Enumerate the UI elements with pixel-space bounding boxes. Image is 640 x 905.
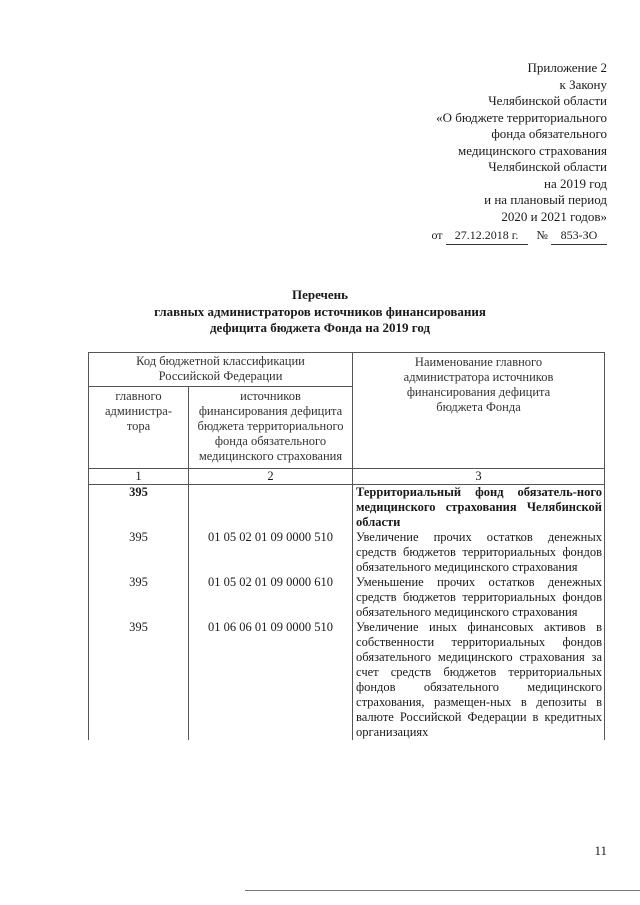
bottom-divider xyxy=(245,890,640,891)
appendix-line: Приложение 2 xyxy=(527,60,607,75)
law-date: 27.12.2018 г. xyxy=(446,227,528,245)
appendix-line: Челябинской области xyxy=(488,159,607,174)
admin-code-cell: 395 xyxy=(89,530,189,575)
appendix-line: Челябинской области xyxy=(488,93,607,108)
table-row xyxy=(89,530,605,575)
table-row xyxy=(89,575,605,620)
source-code-cell: 01 05 02 01 09 0000 510 xyxy=(189,530,353,575)
column-number: 1 xyxy=(89,469,189,485)
column-number: 3 xyxy=(353,469,605,485)
header-source-code: источников финансирования дефицита бюджета территориального фонда обязательного медицинского страхования xyxy=(189,387,353,469)
header-code-group: Код бюджетной классификации Российской Федерации xyxy=(89,353,353,387)
title-line: дефицита бюджета Фонда на 2019 год xyxy=(209,320,431,335)
appendix-line: 2020 и 2021 годов» xyxy=(501,208,607,224)
column-number: 2 xyxy=(189,469,353,485)
page-number: 11 xyxy=(594,843,607,858)
appendix-line: медицинского страхования xyxy=(458,142,607,158)
appendix-line: к Закону xyxy=(559,76,607,92)
appendix-line: «О бюджете территориального xyxy=(436,109,607,125)
document-title xyxy=(0,287,640,337)
appendix-line: фонда обязательного xyxy=(491,126,607,141)
administrators-table xyxy=(88,352,605,740)
law-number: 853-ЗО xyxy=(551,227,607,245)
admin-code-cell: 395 xyxy=(89,620,189,740)
admin-name-cell: Уменьшение прочих остатков денежных средств бюджетов территориальных фондов обязательного медицинского страхования xyxy=(353,575,605,620)
number-label: № xyxy=(536,228,548,242)
source-code-cell: 01 05 02 01 09 0000 610 xyxy=(189,575,353,620)
header-admin-code: главного администра-тора xyxy=(89,387,189,469)
admin-code-cell: 395 xyxy=(89,485,189,531)
from-label: от xyxy=(431,228,443,242)
title-line: Перечень xyxy=(291,287,349,302)
table-row xyxy=(89,485,605,531)
title-line: главных администраторов источников финансирования xyxy=(154,303,486,319)
admin-name-cell: Увеличение иных финансовых активов в собственности территориальных фондов обязательного медицинского страхования за счет средств бюджетов территориальных фондов обязательного медицинского страхования, размещен-ных в депозиты в валюте Российской Федерации в кредитных организациях xyxy=(353,620,605,740)
law-reference xyxy=(431,227,607,245)
admin-name-cell: Увеличение прочих остатков денежных средств бюджетов территориальных фондов обязательного медицинского страхования xyxy=(353,530,605,575)
admin-name-cell: Территориальный фонд обязатель-ного медицинского страхования Челябинской области xyxy=(353,485,605,531)
source-code-cell xyxy=(189,485,353,531)
appendix-line: и на плановый период xyxy=(484,192,607,207)
table-row xyxy=(89,620,605,740)
appendix-header xyxy=(431,60,607,245)
header-name: Наименование главного администратора источников финансирования дефицита бюджета Фонда xyxy=(353,353,605,469)
source-code-cell: 01 06 06 01 09 0000 510 xyxy=(189,620,353,740)
admin-code-cell: 395 xyxy=(89,575,189,620)
appendix-line: на 2019 год xyxy=(544,175,607,191)
